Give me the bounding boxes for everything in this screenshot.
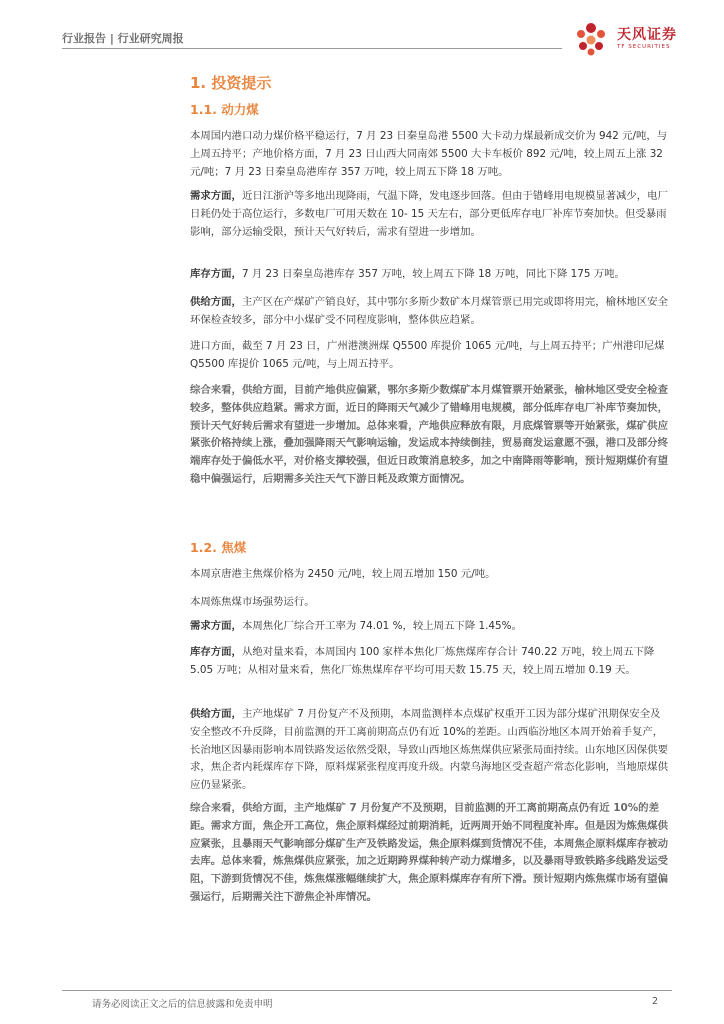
thermal-coal-inventory-paragraph <box>190 266 670 284</box>
company-logo <box>569 20 689 60</box>
supply-text: 主产区在产煤矿产销良好，其中鄂尔多斯少数矿本月煤管票已用完或即将用完，榆林地区安全环保检查较多，部分中小煤矿受不同程度影响，整体供应趋紧。 <box>190 296 668 326</box>
header-report-type: 行业报告 | 行业研究周报 <box>62 32 184 45</box>
inventory-lead: 库存方面， <box>190 268 242 280</box>
coking-coal-summary-paragraph: 综合来看，供给方面，主产地煤矿 7 月份复产不及预期，目前监测的开工离前期高点仍有近 10%的差距。需求方面，焦企开工高位，焦企原料煤经过前期消耗，近两周开始不同程度补库。但是因为炼焦煤供应紧张，且暴雨天气影响部分煤矿生产及铁路发运，焦企原料煤到货情况不佳，本周焦企原料煤库存被动去库。总体来看，炼焦煤供应紧张，加之近期跨界煤种转产动力煤增多，以及暴雨导致铁路多线路发运受阻，下游到货情况不佳，炼焦煤涨幅继续扩大，焦企原料煤库存有所下滑。预计短期内炼焦煤市场有望偏强运行，后期需关注下游焦企补库情况。 <box>190 802 668 903</box>
subsection-title-coking-coal: 1.2. 焦煤 <box>190 540 247 555</box>
coking-supply-lead: 供给方面， <box>190 708 242 720</box>
header-divider <box>62 48 562 49</box>
coking-coal-inventory-paragraph <box>190 644 670 680</box>
demand-text: 近日江浙沪等多地出现降雨，气温下降，发电逐步回落。但由于错峰用电规模显著减少，电厂日耗仍处于高位运行，多数电厂可用天数在 10- 15 天左右，部分更低库存电厂补库节奏加快。但受暴雨影响，部分运输受限，预计天气好转后，需求有望进一步增加。 <box>190 190 668 238</box>
coking-coal-price-paragraph: 本周京唐港主焦煤价格为 2450 元/吨，较上周五增加 150 元/吨。 <box>190 568 496 580</box>
page-header <box>62 26 682 66</box>
logo-subtitle: TF SECURITIES <box>617 44 671 50</box>
coking-demand-lead: 需求方面， <box>190 620 242 632</box>
coking-inventory-lead: 库存方面， <box>190 646 242 658</box>
logo-flower-icon <box>569 20 613 60</box>
thermal-coal-summary-paragraph: 综合来看，供给方面，目前产地供应偏紧，鄂尔多斯少数煤矿本月煤管票开始紧张，榆林地区受安全检查较多，整体供应趋紧。需求方面，近日的降雨天气减少了错峰用电规模，部分低库存电厂补库节奏加快，预计天气好转后需求有望进一步增加。总体来看，产地供应释放有限，月底煤管票等开始紧张，煤矿供应紧张价格持续上涨，叠加强降雨天气影响运输，发运成本持续倒挂，贸易商发运意愿不强，港口及部分终端库存处于偏低水平，对价格支撑较强，但近日政策消息较多，加之中南降雨等影响，预计短期煤价有望稳中偏强运行，后期需多关注天气下游日耗及政策方面情况。 <box>190 384 668 485</box>
footer-disclaimer: 请务必阅读正文之后的信息披露和免责申明 <box>92 999 273 1010</box>
section-title-investment: 1. 投资提示 <box>190 74 272 92</box>
subsection-title-thermal-coal: 1.1. 动力煤 <box>190 102 259 117</box>
coking-supply-text: 主产地煤矿 7 月份复产不及预期，本周监测样本点煤矿权重开工因为部分煤矿汛期保安全及安全整改不升反降，目前监测的开工离前期高点仍有近 10%的差距。山西临汾地区本周开始着手复产，长治地区因暴雨影响本周铁路发运依然受限，导致山西地区炼焦煤供应紧张局面持续。山东地区因保供要求，焦企者内耗煤库存下降，原料煤紧张程度再度升级。内蒙乌海地区受查超产常态化影响，当地原煤供应仍显紧张。 <box>190 708 668 792</box>
coking-coal-demand-paragraph <box>190 618 670 636</box>
coking-demand-text: 本周焦化厂综合开工率为 74.01 %，较上周五下降 1.45%。 <box>241 620 522 632</box>
coking-coal-supply-paragraph <box>190 706 670 795</box>
page-number: 2 <box>652 996 659 1007</box>
thermal-coal-supply-paragraph <box>190 294 670 330</box>
coking-inventory-text: 从绝对量来看，本周国内 100 家样本焦化厂炼焦煤库存合计 740.22 万吨，较上周五下降 5.05 万吨；从相对量来看，焦化厂炼焦煤库存平均可用天数 15.75 天，较上周五增加 0.19 天。 <box>190 646 655 676</box>
thermal-coal-import-paragraph: 进口方面，截至 7 月 23 日，广州港澳洲煤 Q5500 库提价 1065 元/吨，与上周五持平；广州港印尼煤 Q5500 库提价 1065 元/吨，与上周五持平。 <box>190 340 665 370</box>
footer-divider <box>62 990 672 991</box>
thermal-coal-demand-paragraph <box>190 188 670 241</box>
logo-name: 天风证券 <box>617 27 677 43</box>
demand-lead: 需求方面， <box>190 190 242 202</box>
supply-lead: 供给方面， <box>190 296 242 308</box>
thermal-coal-price-paragraph: 本周国内港口动力煤价格平稳运行，7 月 23 日秦皇岛港 5500 大卡动力煤最新成交价为 942 元/吨，与上周五持平；产地价格方面，7 月 23 日山西大同南郊 5500 大卡车板价 892 元/吨，较上周五上涨 32 元/吨；7 月 23 日秦皇岛港库存 357 万吨，较上周五下降 18 万吨。 <box>190 130 668 178</box>
coking-coal-market-paragraph: 本周炼焦煤市场强势运行。 <box>190 596 315 608</box>
inventory-text: 7 月 23 日秦皇岛港库存 357 万吨，较上周五下降 18 万吨，同比下降 175 万吨。 <box>241 268 625 280</box>
